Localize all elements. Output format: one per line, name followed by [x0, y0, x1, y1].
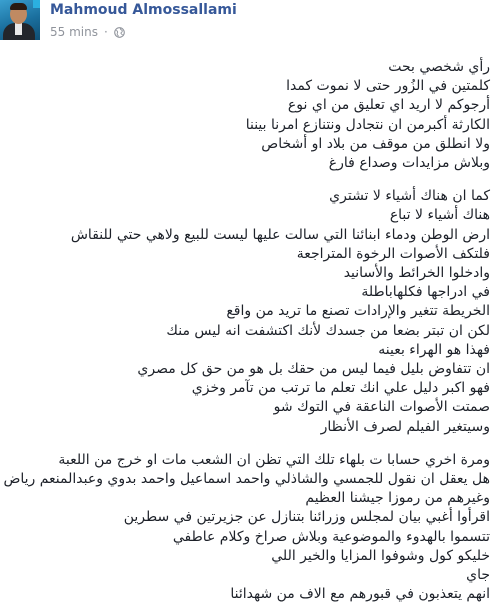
post-line: الكارثة أكبرمن ان نتجادل ونتنازع امرنا بيننا	[245, 116, 490, 133]
post-line: صمتت الأصوات الناعقة في التوك شو	[273, 399, 490, 416]
post-line: فهو اكبر دليل علي انك تعلم ما ترتب من تآمر وخزي	[191, 380, 490, 397]
post-line: انهم يتعذبون في قبورهم مع الاف من شهدائنا	[230, 586, 490, 603]
post-line: هل يعقل ان نقول للجمسي والشاذلي واحمد اسماعيل واحمد بدوي وعبدالمنعم رياض	[3, 471, 490, 488]
post-body	[3, 58, 490, 604]
post-meta	[50, 25, 125, 39]
post-line: ومرة اخري حسابا ت بلهاء تلك التي تظن ان الشعب مات او خرج من اللعبة	[58, 451, 490, 468]
post-line: ارض الوطن ودماء ابنائنا التي سالت عليها ليست للبيع ولاهي حتي للنقاش	[70, 226, 490, 243]
post-line: ان تتفاوض بليل فيما ليس من حقك بل هو من حق كل مصري	[137, 361, 490, 378]
paragraph-2	[6, 187, 490, 437]
author-name[interactable]: Mahmoud Almossallami	[50, 2, 237, 18]
post-header	[0, 0, 493, 48]
post-line: فلتكف الأصوات الرخوة المتراجعة	[296, 245, 490, 262]
post-line: جاي	[466, 567, 490, 584]
paragraph-1	[6, 58, 490, 173]
post-line: الخريطة تتغير والإرادات تصنع ما تريد من واقع	[226, 303, 490, 320]
post-line: فهذا هو الهراء بعينه	[378, 341, 490, 358]
post-line: وادخلوا الخرائط والأسانيد	[343, 265, 490, 282]
meta-separator: ·	[103, 25, 108, 39]
post-line: وبلاش مزايدات وصداع فارغ	[328, 155, 490, 172]
post-line: وغيرهم من رموزا جيشنا العظيم	[305, 490, 490, 507]
post-line: هناك أشياء لا تباع	[389, 207, 490, 224]
post-line: كما ان هناك أشياء لا تشتري	[329, 188, 490, 205]
author-avatar[interactable]	[0, 0, 40, 40]
globe-icon[interactable]	[114, 27, 125, 38]
post-line: ولا انطلق من موقف من بلاد او أشخاص	[261, 135, 490, 152]
paragraph-3	[3, 451, 490, 604]
post-line: لكن ان تبتر بضعا من جسدك لأنك اكتشفت انه ليس منك	[166, 322, 490, 339]
post-line: في ادراجها فكلهاباطلة	[361, 284, 490, 301]
post-line: اقرأوا أغبي بيان لمجلس وزرائنا بتنازل عن جزيرتين في سطرين	[123, 509, 490, 526]
post-line: كلمتين في الزُور حتى لا نموت كمدا	[286, 78, 490, 95]
post-line: رأي شخصي بحت	[388, 59, 490, 75]
post-line: أرجوكم لا اريد اي تعليق من اي نوع	[287, 97, 490, 114]
post-line: وسيتغير الفيلم لصرف الأنظار	[320, 418, 490, 435]
post-line: تتسموا بالهدوء والموضوعية وبلاش صراخ وكلام عاطفي	[172, 528, 490, 545]
post-line: خليكو كول وشوفوا المزايا والخير اللي	[271, 547, 490, 564]
post-timestamp[interactable]: 55 mins	[50, 25, 98, 39]
